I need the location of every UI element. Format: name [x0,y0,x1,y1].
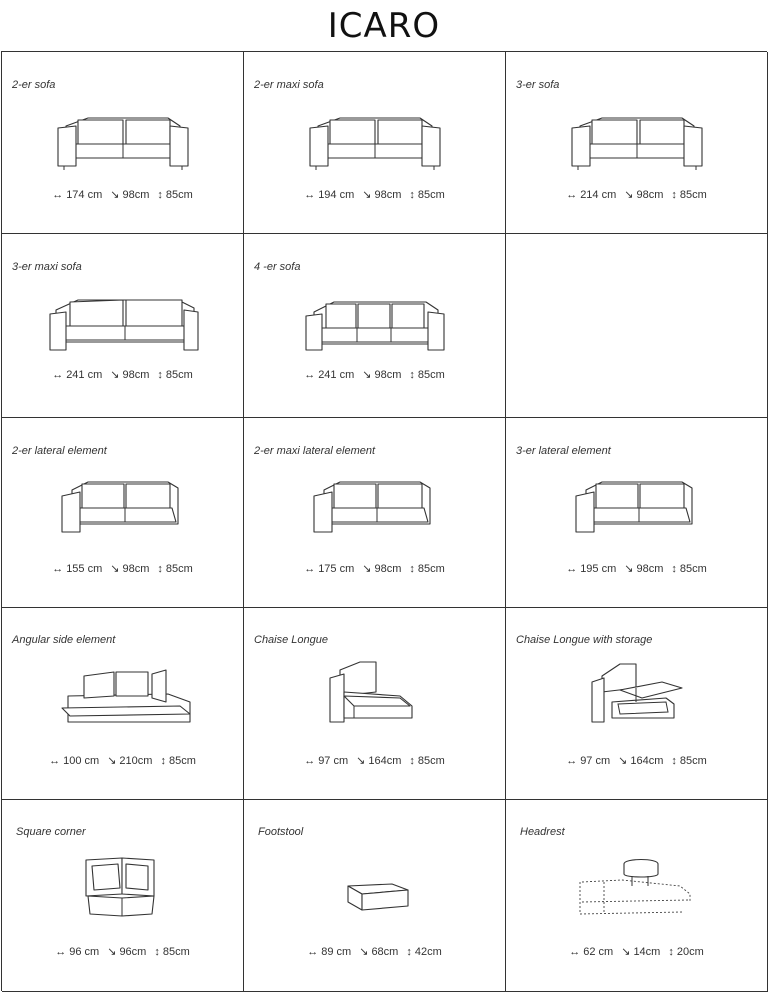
dimensions-row [506,945,767,958]
furniture-illustration [48,842,198,922]
depth-dimension [359,945,398,958]
height-value: 85cm [417,755,445,767]
depth-arrow-icon: ↘ [107,946,117,958]
depth-arrow-icon: ↘ [356,755,366,767]
width-value: 62 cm [583,946,614,958]
width-dimension [52,189,102,201]
depth-value: 14cm [633,946,661,958]
product-name: 2-er maxi lateral element [254,445,376,457]
width-dimension [304,563,354,575]
depth-value: 98cm [122,369,150,381]
dimensions-row [244,562,505,575]
height-value: 85cm [165,189,193,201]
height-arrow-icon: ↕ [671,563,677,575]
height-arrow-icon: ↕ [409,369,415,381]
height-arrow-icon: ↕ [409,189,415,201]
depth-value: 98cm [636,189,664,201]
depth-arrow-icon: ↘ [359,946,369,958]
height-dimension [668,946,703,958]
dimensions-row [244,945,505,958]
product-cell [244,234,506,418]
height-dimension [157,563,192,575]
height-arrow-icon: ↕ [409,755,415,767]
width-value: 97 cm [318,755,349,767]
depth-arrow-icon: ↘ [110,563,120,575]
width-value: 89 cm [321,946,352,958]
width-dimension [52,563,102,575]
height-value: 85cm [679,755,707,767]
height-arrow-icon: ↕ [406,946,412,958]
height-arrow-icon: ↕ [154,946,160,958]
depth-value: 98cm [374,369,402,381]
depth-value: 68cm [371,946,399,958]
width-value: 174 cm [66,189,103,201]
width-value: 241 cm [66,369,103,381]
dimensions-row [2,368,243,381]
width-arrow-icon: ↔ [566,755,578,767]
height-arrow-icon: ↕ [160,755,166,767]
depth-dimension [362,188,401,201]
height-value: 85cm [679,189,707,201]
product-cell [244,418,506,608]
product-name: 4 -er sofa [254,261,301,273]
width-arrow-icon: ↔ [304,189,316,201]
height-value: 85cm [417,369,445,381]
furniture-illustration [300,460,450,540]
height-dimension [671,563,706,575]
height-dimension [409,189,444,201]
depth-value: 210cm [119,755,153,767]
height-value: 85cm [417,563,445,575]
width-dimension [304,189,354,201]
height-value: 85cm [162,946,190,958]
width-value: 214 cm [580,189,617,201]
product-cell [506,418,768,608]
product-name: 3-er sofa [516,79,560,91]
width-arrow-icon: ↔ [49,755,61,767]
width-dimension [304,755,348,767]
depth-arrow-icon: ↘ [362,369,372,381]
product-name: Square corner [16,826,86,838]
furniture-illustration [300,280,450,360]
product-cell [506,234,768,418]
height-arrow-icon: ↕ [671,189,677,201]
width-value: 96 cm [69,946,100,958]
depth-dimension [110,368,149,381]
depth-dimension [621,945,660,958]
height-value: 85cm [165,563,193,575]
height-value: 42cm [414,946,442,958]
width-dimension [566,189,616,201]
width-arrow-icon: ↔ [304,563,316,575]
product-cell [244,800,506,992]
depth-arrow-icon: ↘ [618,755,628,767]
height-dimension [154,946,189,958]
depth-value: 96cm [119,946,147,958]
width-arrow-icon: ↔ [569,946,581,958]
furniture-illustration [562,460,712,540]
width-arrow-icon: ↔ [52,369,64,381]
width-value: 195 cm [580,563,617,575]
depth-arrow-icon: ↘ [624,189,634,201]
width-dimension [566,563,616,575]
furniture-illustration [48,460,198,540]
width-arrow-icon: ↔ [566,189,578,201]
width-arrow-icon: ↔ [304,369,316,381]
product-name: 2-er lateral element [12,445,107,457]
width-dimension [569,946,613,958]
depth-dimension [624,562,663,575]
furniture-illustration [562,842,712,922]
product-name: 3-er maxi sofa [12,261,82,273]
page-title: ICARO [327,6,441,46]
dimensions-row [244,368,505,381]
height-dimension [157,369,192,381]
height-arrow-icon: ↕ [668,946,674,958]
height-dimension [409,755,444,767]
height-arrow-icon: ↕ [157,189,163,201]
height-dimension [157,189,192,201]
furniture-illustration [300,96,450,176]
width-arrow-icon: ↔ [304,755,316,767]
depth-arrow-icon: ↘ [107,755,117,767]
depth-arrow-icon: ↘ [621,946,631,958]
dimensions-row [506,188,767,201]
dimensions-row [2,754,243,767]
depth-dimension [356,754,401,767]
product-cell [244,52,506,234]
product-name: Footstool [258,826,304,838]
product-name: Chaise Longue [254,634,329,646]
width-dimension [307,946,351,958]
depth-arrow-icon: ↘ [110,189,120,201]
product-cell [506,52,768,234]
depth-dimension [618,754,663,767]
depth-value: 98cm [636,563,664,575]
product-cell [506,800,768,992]
depth-dimension [110,562,149,575]
depth-dimension [107,945,146,958]
depth-arrow-icon: ↘ [362,189,372,201]
width-dimension [566,755,610,767]
height-dimension [406,946,441,958]
furniture-illustration [562,652,712,732]
height-dimension [671,755,706,767]
depth-dimension [107,754,152,767]
height-arrow-icon: ↕ [671,755,677,767]
width-arrow-icon: ↔ [566,563,578,575]
depth-arrow-icon: ↘ [362,563,372,575]
furniture-illustration [300,652,450,732]
width-arrow-icon: ↔ [52,189,64,201]
furniture-illustration [48,652,198,732]
width-value: 194 cm [318,189,355,201]
width-value: 97 cm [580,755,611,767]
dimensions-row [244,754,505,767]
dimensions-row [506,562,767,575]
product-cell [244,608,506,800]
dimensions-row [2,945,243,958]
width-arrow-icon: ↔ [52,563,64,575]
depth-arrow-icon: ↘ [624,563,634,575]
product-name: 2-er sofa [12,79,56,91]
width-value: 155 cm [66,563,103,575]
product-cell [2,800,244,992]
width-dimension [55,946,99,958]
depth-dimension [110,188,149,201]
width-value: 241 cm [318,369,355,381]
width-arrow-icon: ↔ [307,946,319,958]
product-cell [2,234,244,418]
product-name: 2-er maxi sofa [254,79,324,91]
height-value: 20cm [676,946,704,958]
depth-value: 164cm [368,755,402,767]
furniture-illustration [562,96,712,176]
width-dimension [52,369,102,381]
height-dimension [409,369,444,381]
height-value: 85cm [168,755,196,767]
product-name: Angular side element [12,634,116,646]
depth-value: 98cm [374,189,402,201]
furniture-illustration [48,280,198,360]
width-value: 175 cm [318,563,355,575]
height-value: 85cm [679,563,707,575]
product-name: Headrest [520,826,565,838]
width-dimension [304,369,354,381]
depth-value: 98cm [122,189,150,201]
depth-arrow-icon: ↘ [110,369,120,381]
height-dimension [671,189,706,201]
depth-value: 98cm [122,563,150,575]
width-dimension [49,755,99,767]
depth-value: 98cm [374,563,402,575]
height-arrow-icon: ↕ [157,369,163,381]
width-arrow-icon: ↔ [55,946,67,958]
dimensions-row [506,754,767,767]
dimensions-row [244,188,505,201]
width-value: 100 cm [63,755,100,767]
height-arrow-icon: ↕ [157,563,163,575]
dimensions-row [2,562,243,575]
height-dimension [160,755,195,767]
height-arrow-icon: ↕ [409,563,415,575]
product-cell [506,608,768,800]
height-value: 85cm [165,369,193,381]
product-cell [2,52,244,234]
product-cell [2,418,244,608]
depth-value: 164cm [630,755,664,767]
furniture-illustration [48,96,198,176]
furniture-illustration [300,842,450,922]
dimensions-row [2,188,243,201]
height-dimension [409,563,444,575]
depth-dimension [362,368,401,381]
product-cell [2,608,244,800]
depth-dimension [362,562,401,575]
depth-dimension [624,188,663,201]
product-name: Chaise Longue with storage [516,634,653,646]
product-name: 3-er lateral element [516,445,611,457]
height-value: 85cm [417,189,445,201]
product-grid [1,51,767,991]
